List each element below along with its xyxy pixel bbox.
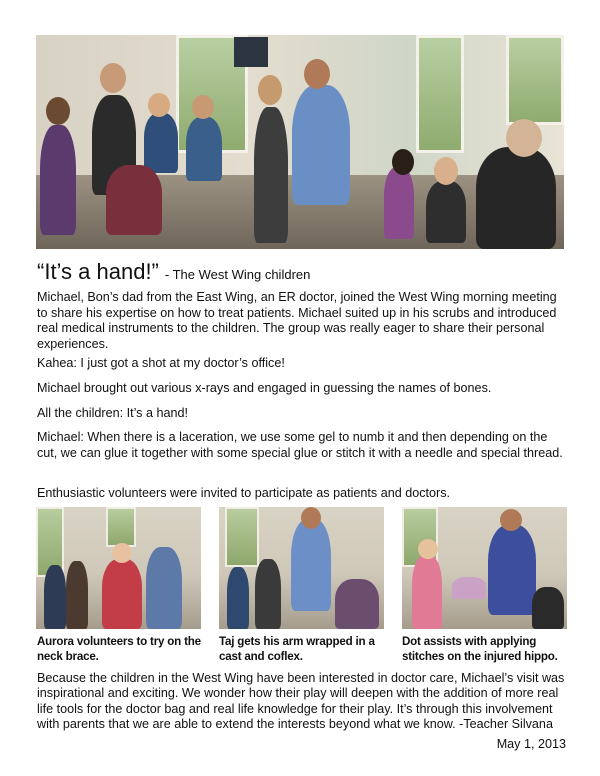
child-head <box>418 539 438 559</box>
child-head <box>192 95 214 119</box>
child-figure <box>412 555 442 629</box>
child-head <box>392 149 414 175</box>
child-figure <box>144 113 178 173</box>
child-figure <box>44 565 66 629</box>
child-figure <box>254 107 288 243</box>
photo-taj <box>219 507 384 629</box>
photo-dot <box>402 507 567 629</box>
child-head <box>258 75 282 105</box>
photo-caption: Aurora volunteers to try on the neck brace. <box>37 635 201 663</box>
paragraph: Enthusiastic volunteers were invited to participate as patients and doctors. <box>37 486 451 500</box>
title-quote: “It’s a hand!” <box>37 259 159 284</box>
photo-window <box>416 35 464 153</box>
photo-caption: Dot assists with applying stitches on the injured hippo. <box>402 635 558 663</box>
closing-paragraph: Because the children in the West Wing have been interested in doctor care, Michael’s visit was inspirational and exciting. We wonder how their play will deepen with the addition of more real life tools for the doctor bag and real life knowledge for their play. It’s through this involvement with parents that we are able to extend the interests beyond what we know. -Teacher Silvana <box>37 671 565 732</box>
toy-hippo <box>452 577 486 599</box>
doctor-figure <box>292 85 350 205</box>
doctor-figure <box>488 525 536 615</box>
child-figure <box>532 587 564 629</box>
child-figure <box>255 559 281 629</box>
photo-caption: Taj gets his arm wrapped in a cast and coflex. <box>219 635 375 663</box>
child-head <box>148 93 170 117</box>
doctor-figure <box>291 519 331 611</box>
photo-window <box>506 35 564 125</box>
child-figure <box>227 567 249 629</box>
child-figure <box>102 559 142 629</box>
child-head <box>434 157 458 185</box>
child-figure <box>335 579 379 629</box>
hero-photo <box>36 35 564 249</box>
doctor-head <box>301 507 321 529</box>
child-figure <box>186 117 222 181</box>
paragraph: Michael, Bon’s dad from the East Wing, an ER doctor, joined the West Wing morning meeting to share his expertise on how to treat patients. Michael suited up in his scrubs and introduced real medical instruments to the children. The group was really eager to share their personal experiences. <box>37 290 557 351</box>
photo-aurora <box>36 507 201 629</box>
xray-image <box>234 37 268 67</box>
adult-head <box>100 63 126 93</box>
doctor-figure <box>146 547 182 629</box>
child-head <box>506 119 542 157</box>
child-head <box>46 97 70 125</box>
child-figure <box>426 181 466 243</box>
child-figure <box>40 125 76 235</box>
paragraph: All the children: It’s a hand! <box>37 406 188 420</box>
child-figure <box>384 167 414 239</box>
doctor-head <box>500 509 522 531</box>
doctor-head <box>304 59 330 89</box>
photo-window <box>106 507 136 547</box>
photo-window <box>225 507 259 567</box>
title-attribution: - The West Wing children <box>164 267 311 282</box>
title-row <box>37 259 310 285</box>
child-figure <box>106 165 162 235</box>
paragraph: Kahea: I just got a shot at my doctor’s office! <box>37 356 285 370</box>
child-figure <box>476 147 556 249</box>
date: May 1, 2013 <box>496 737 566 751</box>
paragraph: Michael: When there is a laceration, we use some gel to numb it and then depending on the cut, we can glue it together with some special glue or stitch it with a needle and special thread. <box>37 430 563 460</box>
paragraph: Michael brought out various x-rays and engaged in guessing the names of bones. <box>37 381 492 395</box>
child-figure <box>66 561 88 629</box>
child-head <box>112 543 132 563</box>
